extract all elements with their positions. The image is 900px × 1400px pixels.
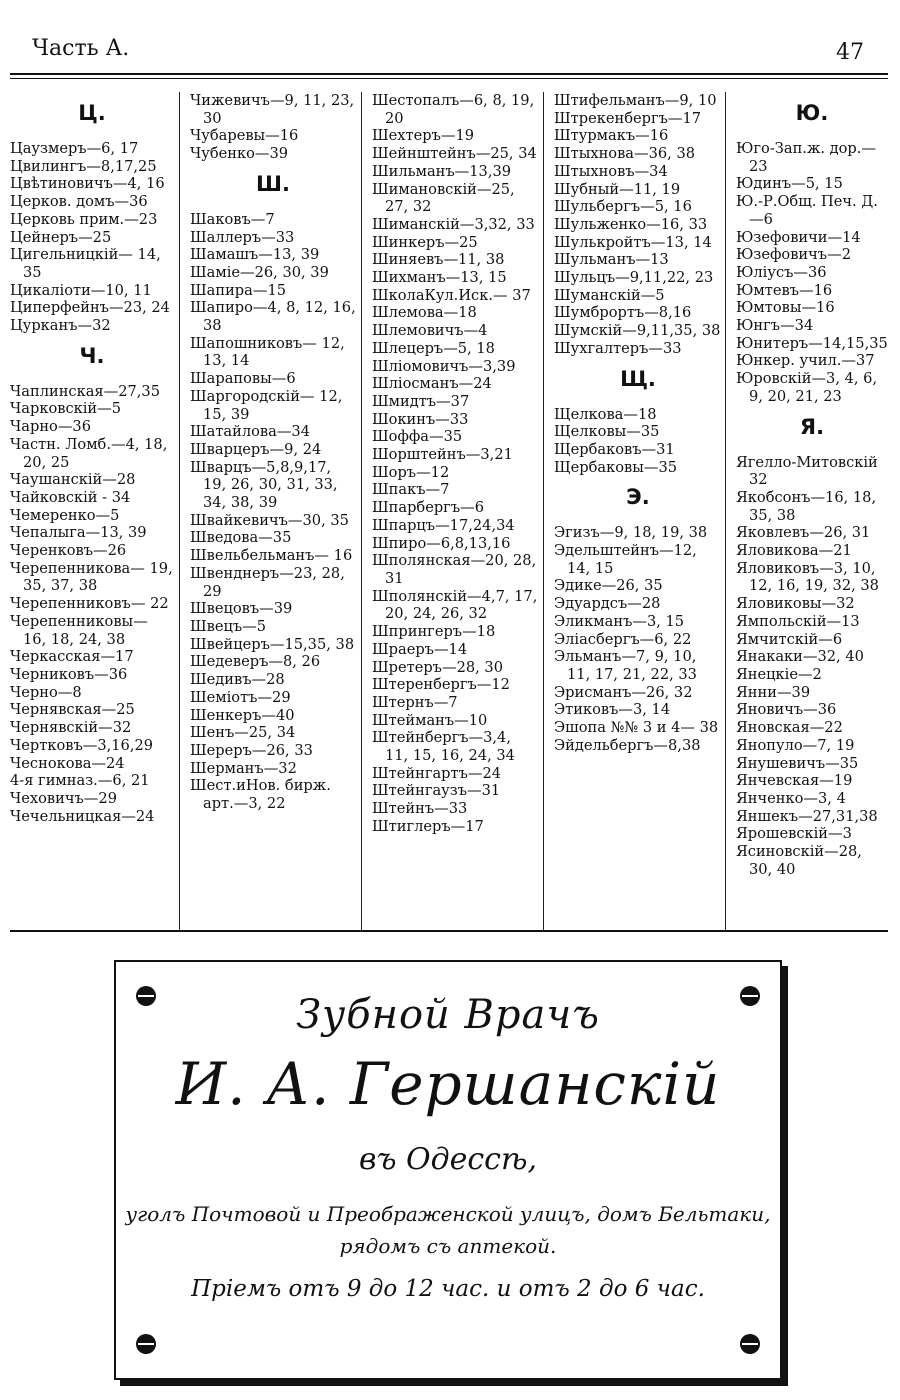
section-letter: Ч.: [79, 343, 105, 368]
directory-entry: Этиковъ—3, 14: [554, 701, 671, 719]
directory-entry: Шульцъ—9,11,22, 23: [554, 269, 714, 287]
section-letter: Ю.: [795, 101, 829, 125]
directory-entry: Юнгъ—34: [736, 317, 814, 335]
directory-entry: Юмтовы—16: [736, 299, 835, 317]
directory-entry: Щербаковъ—31: [554, 440, 675, 458]
directory-entry: Штейманъ—10: [372, 711, 488, 729]
directory-entry: Шапошниковъ— 12, 13, 14: [190, 334, 345, 370]
directory-entry: Шиняевъ—11, 38: [372, 251, 505, 269]
directory-entry: Чечельницкая—24: [10, 807, 155, 825]
directory-entry: Шпрингеръ—18: [372, 623, 496, 641]
directory-entry: Ясиновскій—28, 30, 40: [736, 843, 862, 878]
directory-entry: Шест.иНов. бирж. арт.—3, 22: [190, 777, 331, 813]
directory-entry: Янни—39: [736, 683, 811, 701]
directory-entry: Юго-Зап.ж. дор.— 23: [736, 140, 876, 175]
entry-list: [554, 406, 722, 477]
directory-entry: Шамашъ—13, 39: [190, 246, 320, 264]
column-divider: [543, 92, 544, 930]
directory-entry: Шпакъ—7: [372, 481, 450, 499]
directory-entry: Черкасская—17: [10, 648, 134, 666]
directory-entry: Штыхновъ—34: [554, 162, 668, 180]
directory-entry: Эгизъ—9, 18, 19, 38: [554, 524, 708, 542]
directory-entry: Частн. Ломб.—4, 18, 20, 25: [10, 435, 168, 471]
directory-entry: Штифельманъ—9, 10: [554, 92, 717, 109]
directory-entry: Шведова—35: [190, 529, 292, 547]
directory-entry: Шихманъ—13, 15: [372, 269, 507, 287]
ad-address-note: рядомъ съ аптекой.: [339, 1234, 557, 1258]
directory-entry: Юнитеръ—14,15,35: [736, 334, 888, 352]
directory-entry: Черепенниковъ— 22: [10, 595, 169, 613]
directory-entry: Шимановскій—25, 27, 32: [372, 180, 515, 216]
directory-entry: Юровскій—3, 4, 6, 9, 20, 21, 23: [736, 370, 878, 405]
directory-entry: Шумскій—9,11,35, 38: [554, 322, 721, 340]
entry-list: [736, 140, 888, 406]
directory-entry: Яловиковъ—3, 10, 12, 16, 19, 32, 38: [736, 559, 879, 595]
directory-entry: Цейнеръ—25: [10, 228, 112, 246]
directory-entry: Чаплинская—27,35: [10, 382, 161, 400]
directory-entry: Шполянская—20, 28, 31: [372, 552, 537, 587]
directory-entry: Юнкер. учил.—37: [736, 352, 875, 370]
directory-entry: Шоръ—12: [372, 463, 450, 481]
directory-entry: Эдельштейнъ—12, 14, 15: [554, 542, 697, 577]
directory-entry: Штейнгаузъ—31: [372, 782, 501, 800]
directory-entry: Чертковъ—3,16,29: [10, 736, 154, 754]
directory-entry: Шильманъ—13,39: [372, 162, 512, 180]
directory-entry: Шулькройтъ—13, 14: [554, 233, 712, 251]
directory-entry: Юдинъ—5, 15: [736, 175, 843, 193]
directory-entry: Эликманъ—3, 15: [554, 612, 685, 630]
directory-entry: Цигельницкій— 14, 35: [10, 246, 161, 281]
directory-entry: Швайкевичъ—30, 35: [190, 511, 349, 529]
entry-list: [190, 211, 356, 813]
directory-entry: Черепенниковы— 16, 18, 24, 38: [10, 612, 148, 648]
directory-entry: Цвѣтиновичъ—4, 16: [10, 175, 165, 193]
directory-entry: Шереръ—26, 33: [190, 741, 313, 759]
directory-entry: Шлемова—18: [372, 304, 477, 322]
entry-list: [554, 524, 722, 754]
directory-entry: Чижевичъ—9, 11, 23, 30: [190, 92, 355, 127]
section-letter: Щ.: [620, 366, 656, 391]
directory-entry: Чепалыга—13, 39: [10, 524, 147, 542]
directory-entry: Чайковскій - 34: [10, 488, 131, 506]
directory-entry: Шорштейнъ—3,21: [372, 446, 513, 464]
directory-entry: Шеміотъ—29: [190, 688, 291, 706]
directory-entry: Штыхнова—36, 38: [554, 145, 696, 163]
directory-entry: Эшопа №№ 3 и 4— 38: [554, 719, 719, 737]
directory-entry: Шпарцъ—17,24,34: [372, 516, 515, 534]
ad-address: уголъ Почтовой и Преображенской улицъ, домъ Бельтаки,: [125, 1202, 771, 1226]
directory-entry: Шлемовичъ—4: [372, 322, 488, 340]
entry-list: [554, 92, 722, 358]
footer-rule: [10, 930, 888, 932]
directory-entry: Шатайлова—34: [190, 423, 310, 441]
ad-name: И. А. Гершанскій: [175, 1050, 721, 1118]
directory-entry: Шуманскій—5: [554, 286, 665, 304]
entry-list: [10, 140, 174, 335]
directory-entry: Ягелло-Митовскій 32: [736, 453, 878, 489]
directory-entry: Юмтевъ—16: [736, 281, 833, 299]
directory-entry: Якобсонъ—16, 18, 35, 38: [736, 488, 877, 524]
directory-entry: Шварцъ—5,8,9,17, 19, 26, 30, 31, 33, 34, 38, 39: [190, 458, 338, 512]
column-divider: [361, 92, 362, 930]
directory-entry: Чемеренко—5: [10, 506, 120, 524]
directory-entry: Янопуло—7, 19: [736, 736, 855, 754]
directory-entry: Яновичъ—36: [736, 701, 837, 719]
directory-entry: Циперфейнъ—23, 24: [10, 299, 170, 317]
directory-entry: Швельбельманъ— 16: [190, 547, 353, 565]
directory-entry: Цикаліоти—10, 11: [10, 281, 152, 299]
entry-list: [10, 383, 174, 826]
directory-entry: Шполянскій—4,7, 17, 20, 24, 26, 32: [372, 587, 538, 623]
column-2: [190, 92, 356, 930]
directory-entry: Шенъ—25, 34: [190, 724, 296, 742]
directory-entry: Штернъ—7: [372, 693, 458, 711]
directory-entry: Шедивъ—28: [190, 671, 285, 689]
directory-entry: Шліосманъ—24: [372, 375, 492, 393]
directory-entry: Шульбергъ—5, 16: [554, 198, 692, 216]
screw-icon: [136, 1334, 156, 1354]
directory-entry: Шумброртъ—8,16: [554, 304, 692, 322]
directory-entry: Шаміе—26, 30, 39: [190, 263, 329, 281]
directory-entry: Янецкіе—2: [736, 665, 822, 683]
entry-list: [372, 92, 538, 836]
directory-entry: Шоффа—35: [372, 428, 463, 446]
directory-entry: Эрисманъ—26, 32: [554, 683, 693, 701]
page-header: [12, 36, 886, 72]
directory-entry: Швейцеръ—15,35, 38: [190, 635, 355, 653]
header-rule-thin: [10, 78, 888, 79]
directory-entry: Штейнъ—33: [372, 800, 468, 818]
directory-entry: Штеренбергъ—12: [372, 676, 510, 694]
directory-entry: Эльманъ—7, 9, 10, 11, 17, 21, 22, 33: [554, 648, 697, 683]
directory-entry: Эйдельбергъ—8,38: [554, 736, 701, 754]
directory-entry: Чарковскій—5: [10, 400, 122, 418]
directory-entry: Шпиро—6,8,13,16: [372, 534, 511, 552]
directory-entry: Янакаки—32, 40: [736, 648, 864, 666]
directory-entry: Юзефовичъ—2: [736, 246, 851, 264]
directory-entry: Ярошевскій—3: [736, 825, 852, 843]
directory-entry: Щелковы—35: [554, 423, 660, 441]
section-letter: Э.: [626, 485, 650, 510]
directory-entry: Яншекъ—27,31,38: [736, 807, 878, 825]
directory-entry: Штейнбергъ—3,4, 11, 15, 16, 24, 34: [372, 729, 515, 765]
directory-entry: Цурканъ—32: [10, 317, 111, 335]
directory-entry: Эдуардсъ—28: [554, 595, 661, 613]
directory-entry: Чаушанскій—28: [10, 471, 136, 489]
directory-entry: Шедеверъ—8, 26: [190, 653, 321, 671]
directory-entry: Шварцеръ—9, 24: [190, 440, 322, 458]
ad-city: въ Одессѣ,: [359, 1142, 537, 1177]
ad-hours: Пріемъ отъ 9 до 12 час. и отъ 2 до 6 час.: [191, 1276, 705, 1302]
directory-entry: Шретеръ—28, 30: [372, 658, 503, 676]
part-label: Часть А.: [32, 36, 130, 61]
directory-entry: Швецовъ—39: [190, 600, 293, 618]
directory-entry: Янушевичъ—35: [736, 754, 859, 772]
column-1: [10, 92, 174, 930]
directory-entry: Шехтеръ—19: [372, 127, 475, 145]
directory-entry: Чернявскій—32: [10, 719, 132, 737]
header-rule: [10, 73, 888, 75]
directory-entry: Штурмакъ—16: [554, 127, 669, 145]
directory-entry: Ямчитскій—6: [736, 630, 843, 648]
column-divider: [725, 92, 726, 930]
directory-entry: Цаузмеръ—6, 17: [10, 140, 139, 157]
directory-entry: Яловиковы—32: [736, 595, 855, 613]
directory-entry: Штейнгартъ—24: [372, 764, 502, 782]
directory-entry: Шубный—11, 19: [554, 180, 681, 198]
column-4: [554, 92, 722, 930]
directory-entry: ШколаКул.Иск.— 37: [372, 286, 531, 304]
section-letter: Ш.: [256, 171, 290, 196]
directory-entry: Шульманъ—13: [554, 251, 669, 269]
directory-entry: Янчевская—19: [736, 772, 853, 790]
directory-entry: Шараповы—6: [190, 370, 296, 388]
directory-entry: Церков. домъ—36: [10, 193, 148, 211]
directory-entry: Щелкова—18: [554, 405, 657, 423]
directory-entry: Цвилингъ—8,17,25: [10, 157, 157, 175]
ad-profession: Зубной Врачъ: [296, 992, 600, 1038]
directory-entry: Шапира—15: [190, 281, 287, 299]
directory-entry: Швенднеръ—23, 28, 29: [190, 564, 345, 600]
column-5: [736, 92, 888, 930]
directory-entry: Эліасбергъ—6, 22: [554, 630, 692, 648]
directory-entry: Шинкеръ—25: [372, 233, 478, 251]
directory-entry: Шмидтъ—37: [372, 392, 470, 410]
directory-entry: Чеховичъ—29: [10, 789, 117, 807]
directory-entry: Эдике—26, 35: [554, 577, 663, 595]
directory-entry: 4-я гимназ.—6, 21: [10, 772, 150, 790]
directory-entry: Черно—8: [10, 683, 82, 701]
directory-entry: Янченко—3, 4: [736, 789, 846, 807]
directory-entry: Юзефовичи—14: [736, 228, 861, 246]
directory-entry: Шпарбергъ—6: [372, 499, 484, 517]
directory-entry: Черниковъ—36: [10, 665, 128, 683]
dentist-advertisement: [114, 960, 782, 1380]
column-3: [372, 92, 538, 930]
directory-entry: Шокинъ—33: [372, 410, 469, 428]
column-divider: [179, 92, 180, 930]
section-letter: Ц.: [78, 101, 106, 125]
directory-entry: Шестопалъ—6, 8, 19, 20: [372, 92, 535, 127]
directory-entry: Черенковъ—26: [10, 542, 127, 560]
directory-entry: Шейнштейнъ—25, 34: [372, 145, 537, 163]
directory-entry: Щербаковы—35: [554, 458, 678, 476]
directory-entry: Юліусъ—36: [736, 263, 827, 281]
directory-entry: Черепенникова— 19, 35, 37, 38: [10, 559, 173, 595]
directory-entry: Ю.-Р.Общ. Печ. Д. —6: [736, 193, 878, 228]
entry-list: [190, 92, 356, 163]
directory-entry: Церковь прим.—23: [10, 210, 158, 228]
directory-entry: Чубенко—39: [190, 145, 289, 163]
directory-entry: Шухгалтеръ—33: [554, 339, 682, 357]
entry-list: [736, 454, 888, 879]
directory-entry: Яновская—22: [736, 719, 843, 737]
directory-entry: Швецъ—5: [190, 617, 267, 635]
directory-entry: Штиглеръ—17: [372, 817, 484, 835]
directory-columns: [10, 92, 888, 930]
directory-entry: Яловикова—21: [736, 542, 852, 560]
directory-entry: Шапиро—4, 8, 12, 16, 38: [190, 299, 356, 335]
directory-entry: Шенкеръ—40: [190, 706, 295, 724]
directory-entry: Шаргородскій— 12, 15, 39: [190, 387, 343, 423]
directory-entry: Шаковъ—7: [190, 210, 275, 228]
directory-entry: Шиманскій—3,32, 33: [372, 215, 535, 233]
directory-entry: Шлецеръ—5, 18: [372, 339, 495, 357]
directory-entry: Яковлевъ—26, 31: [736, 524, 871, 542]
directory-entry: Шліомовичъ—3,39: [372, 357, 516, 375]
screw-icon: [740, 1334, 760, 1354]
section-letter: Я.: [799, 414, 825, 439]
directory-entry: Чубаревы—16: [190, 127, 299, 145]
page-number: 47: [836, 40, 864, 65]
directory-entry: Шерманъ—32: [190, 759, 297, 777]
directory-entry: Штрекенбергъ—17: [554, 109, 702, 127]
directory-entry: Шульженко—16, 33: [554, 215, 708, 233]
directory-entry: Чеснокова—24: [10, 754, 125, 772]
directory-entry: Шаллеръ—33: [190, 228, 295, 246]
directory-entry: Ямпольскій—13: [736, 612, 860, 630]
directory-entry: Чарно—36: [10, 418, 91, 436]
directory-entry: Шраеръ—14: [372, 640, 468, 658]
directory-entry: Чернявская—25: [10, 701, 135, 719]
